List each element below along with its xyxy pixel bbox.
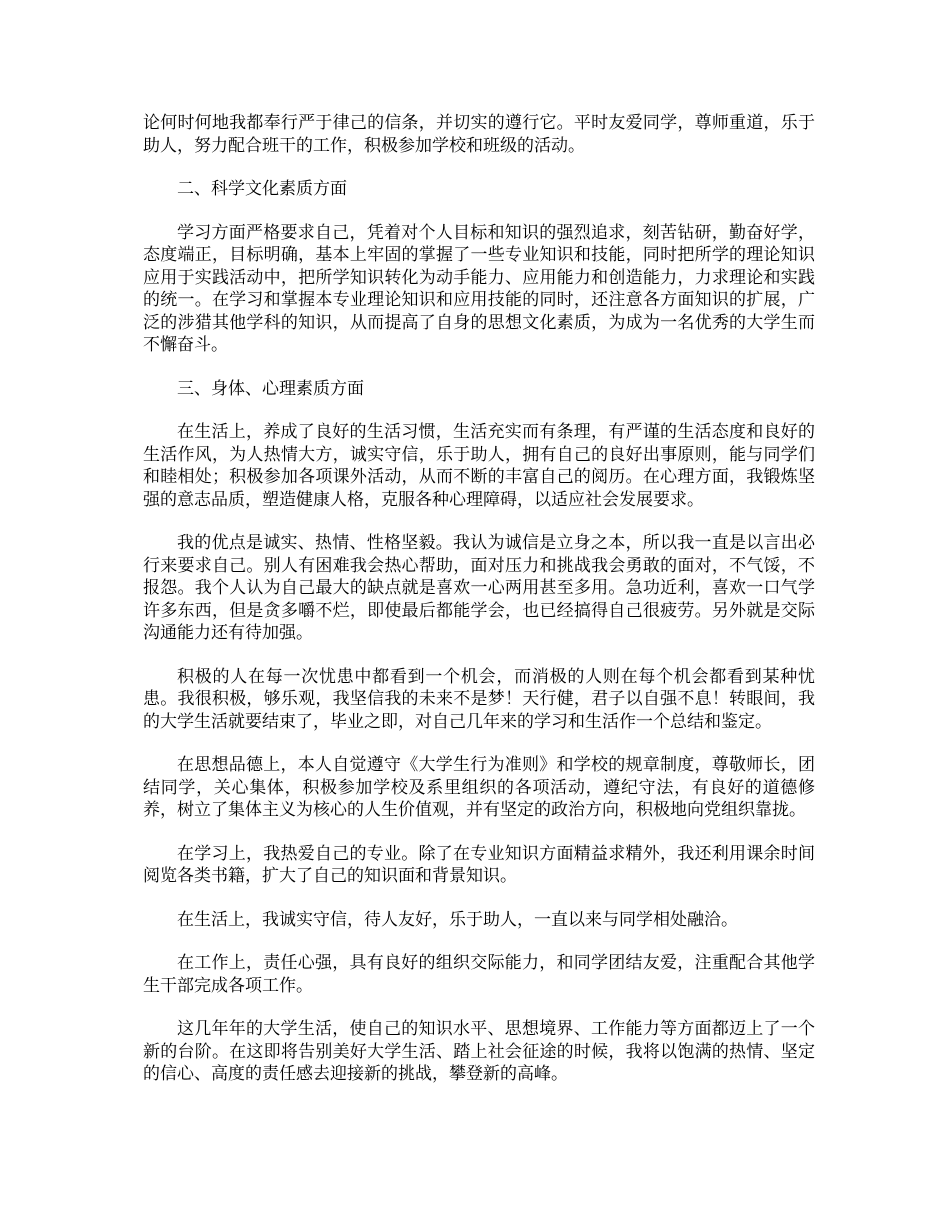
paragraph-life-habits: 在生活上，养成了良好的生活习惯，生活充实而有条理，有严谨的生活态度和良好的生活作风，为人热情大方，诚实守信，乐于助人，拥有自己的良好出事原则，能与同学们和睦相处；积极参加各项课外活动，从而不断的丰富自己的阅历。在心理方面，我锻炼坚强的意志品质，塑造健康人格，克服各种心理障碍，以适应社会发展要求。 (143, 422, 815, 510)
paragraph-strengths: 我的优点是诚实、热情、性格坚毅。我认为诚信是立身之本，所以我一直是以言出必行来要求自己。别人有困难我会热心帮助，面对压力和挑战我会勇敢的面对，不气馁，不报怨。我个人认为自己最大的缺点就是喜欢一心两用甚至多用。急功近利，喜欢一口气学许多东西，但是贪多嚼不烂，即使最后都能学会，也已经搞得自己很疲劳。另外就是交际沟通能力还有待加强。 (143, 533, 815, 643)
paragraph-study-major: 在学习上，我热爱自己的专业。除了在专业知识方面精益求精外，我还利用课余时间阅览各类书籍，扩大了自己的知识面和背景知识。 (143, 843, 815, 886)
paragraph-positive-attitude: 积极的人在每一次忧患中都看到一个机会，而消极的人则在每个机会都看到某种忧患。我很积极，够乐观，我坚信我的未来不是梦！天行健，君子以自强不息！转眼间，我的大学生活就要结束了，毕业之即，对自己几年来的学习和生活作一个总结和鉴定。 (143, 666, 815, 732)
paragraph-conclusion: 这几年年的大学生活，使自己的知识水平、思想境界、工作能力等方面都迈上了一个新的台阶。在这即将告别美好大学生活、踏上社会征途的时候，我将以饱满的热情、坚定的信心、高度的责任感去迎接新的挑战，攀登新的高峰。 (143, 1019, 815, 1084)
section-heading-science-culture: 二、科学文化素质方面 (177, 179, 347, 199)
paragraph-continuation: 论何时何地我都奉行严于律己的信条，并切实的遵行它。平时友爱同学，尊师重道，乐于助人，努力配合班干的工作，积极参加学校和班级的活动。 (143, 113, 815, 156)
paragraph-study: 学习方面严格要求自己，凭着对个人目标和知识的强烈追求，刻苦钻研，勤奋好学，态度端正，目标明确，基本上牢固的掌握了一些专业知识和技能，同时把所学的理论知识应用于实践活动中，把所学知识转化为动手能力、应用能力和创造能力，力求理论和实践的统一。在学习和掌握本专业理论知识和应用技能的同时，还注意各方面知识的扩展，广泛的涉猎其他学科的知识，从而提高了自身的思想文化素质，为成为一名优秀的大学生而不懈奋斗。 (143, 222, 815, 355)
paragraph-life-honesty: 在生活上，我诚实守信，待人友好，乐于助人，一直以来与同学相处融洽。 (177, 909, 738, 930)
paragraph-ideology: 在思想品德上，本人自觉遵守《大学生行为准则》和学校的规章制度，尊敬师长，团结同学，关心集体，积极参加学校及系里组织的各项活动，遵纪守法，有良好的道德修养，树立了集体主义为核心的人生价值观，并有坚定的政治方向，积极地向党组织靠拢。 (143, 755, 815, 820)
section-heading-body-mind: 三、身体、心理素质方面 (177, 378, 364, 399)
paragraph-work: 在工作上，责任心强，具有良好的组织交际能力，和同学团结友爱，注重配合其他学生干部完成各项工作。 (143, 953, 815, 996)
document-body (143, 112, 815, 1107)
